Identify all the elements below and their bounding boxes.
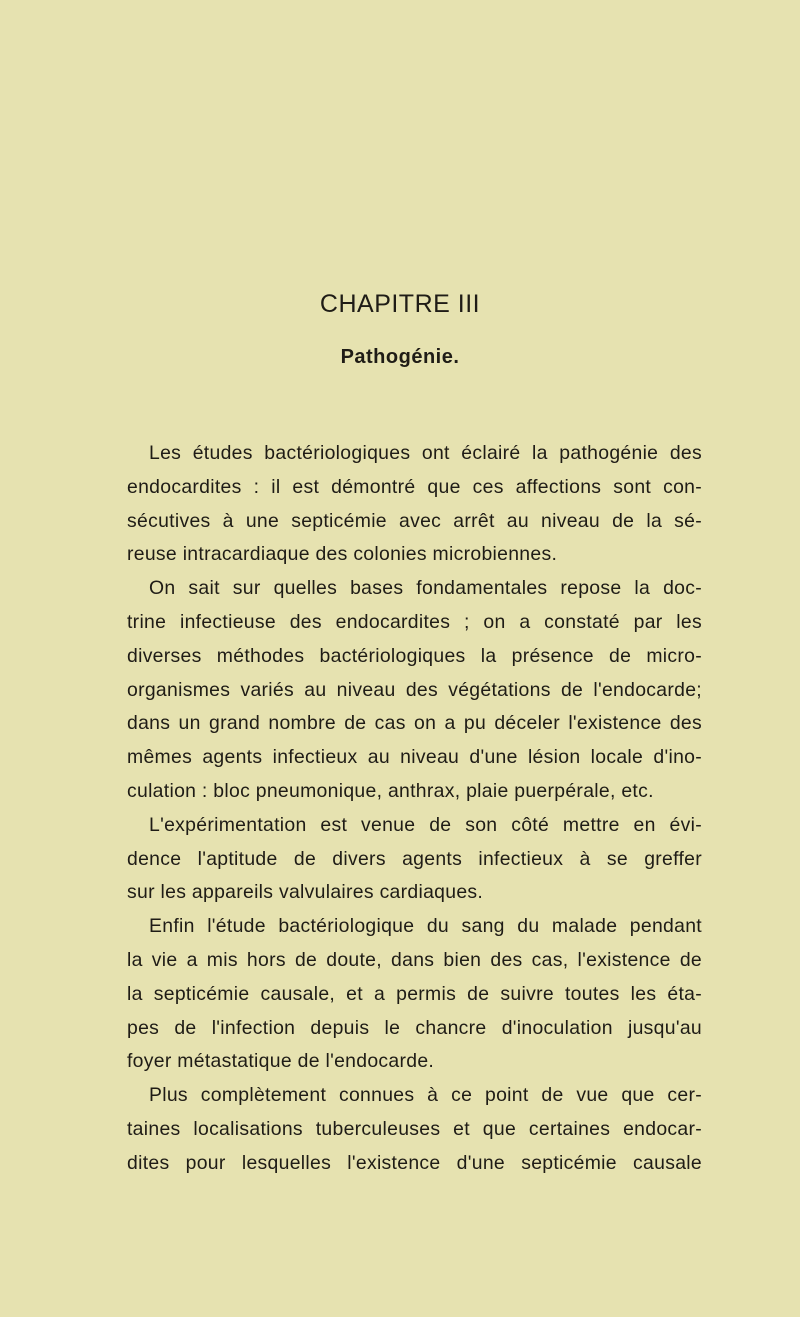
text-line: organismes variés au niveau des végétations de l'endocarde; xyxy=(127,678,702,701)
text-line: Les études bactériologiques ont éclairé la pathogénie des xyxy=(149,442,702,464)
body-text xyxy=(127,437,702,1181)
text-line: dence l'aptitude de divers agents infectieux à se greffer xyxy=(127,847,702,870)
text-line: mêmes agents infectieux au niveau d'une lésion locale d'ino- xyxy=(127,746,702,769)
text-line: la septicémie causale, et a permis de suivre toutes les éta- xyxy=(127,982,702,1005)
text-line: sécutives à une septicémie avec arrêt au niveau de la sé- xyxy=(127,509,702,532)
text-line: diverses méthodes bactériologiques la présence de micro- xyxy=(127,644,702,667)
text-line: reuse intracardiaque des colonies microbiennes. xyxy=(127,543,558,566)
text-line: foyer métastatique de l'endocarde. xyxy=(127,1050,435,1073)
text-line: Plus complètement connues à ce point de vue que cer- xyxy=(149,1084,702,1107)
text-line: dans un grand nombre de cas on a pu déceler l'existence des xyxy=(127,712,702,735)
text-line: L'expérimentation est venue de son côté mettre en évi- xyxy=(149,813,702,836)
text-line: culation : bloc pneumonique, anthrax, plaie puerpérale, etc. xyxy=(127,779,654,802)
text-line: la vie a mis hors de doute, dans bien des cas, l'existence de xyxy=(127,948,702,971)
text-line: On sait sur quelles bases fondamentales repose la doc- xyxy=(149,577,702,600)
section-title: Pathogénie. xyxy=(340,346,460,368)
text-line: Enfin l'étude bactériologique du sang du malade pendant xyxy=(149,915,702,938)
text-line: taines localisations tuberculeuses et que certaines endocar- xyxy=(127,1117,702,1140)
text-line: sur les appareils valvulaires cardiaques. xyxy=(127,881,484,904)
text-line: pes de l'infection depuis le chancre d'inoculation jusqu'au xyxy=(127,1016,702,1039)
text-line: endocardites : il est démontré que ces affections sont con- xyxy=(127,475,702,498)
chapter-title: CHAPITRE III xyxy=(319,290,481,318)
text-line: dites pour lesquelles l'existence d'une septicémie causale xyxy=(127,1151,702,1174)
text-line: trine infectieuse des endocardites ; on a constaté par les xyxy=(127,610,702,633)
